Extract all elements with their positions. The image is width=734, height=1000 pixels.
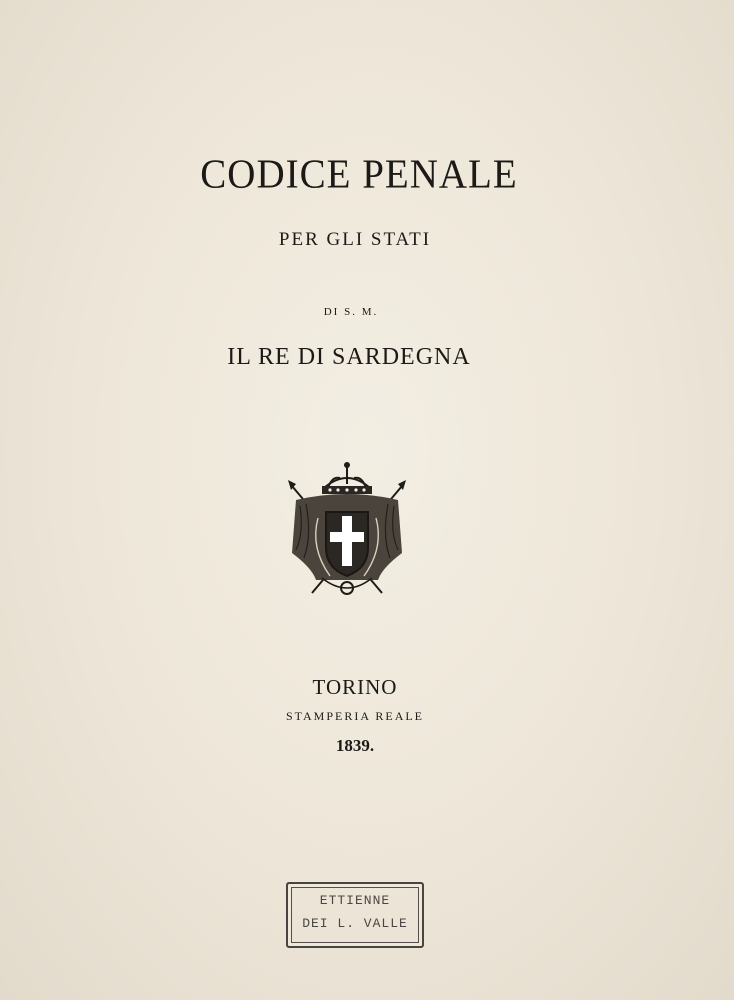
subtitle-di-sm: DI S. M. bbox=[323, 306, 379, 318]
library-stamp bbox=[286, 882, 424, 948]
show-through-text bbox=[165, 385, 545, 404]
page-title: CODICE PENALE bbox=[200, 151, 518, 198]
publication-year: 1839. bbox=[335, 736, 375, 755]
savoy-coat-of-arms-icon bbox=[282, 458, 412, 603]
printer-name: STAMPERIA REALE bbox=[285, 709, 425, 723]
subtitle-per-gli-stati: PER GLI STATI bbox=[278, 229, 432, 250]
stamp-line-1: ETTIENNE bbox=[319, 893, 391, 908]
subtitle-re-di-sardegna: IL RE DI SARDEGNA bbox=[227, 344, 471, 370]
place-of-publication: TORINO bbox=[312, 675, 398, 699]
stamp-line-2: DEI L. VALLE bbox=[302, 916, 408, 931]
